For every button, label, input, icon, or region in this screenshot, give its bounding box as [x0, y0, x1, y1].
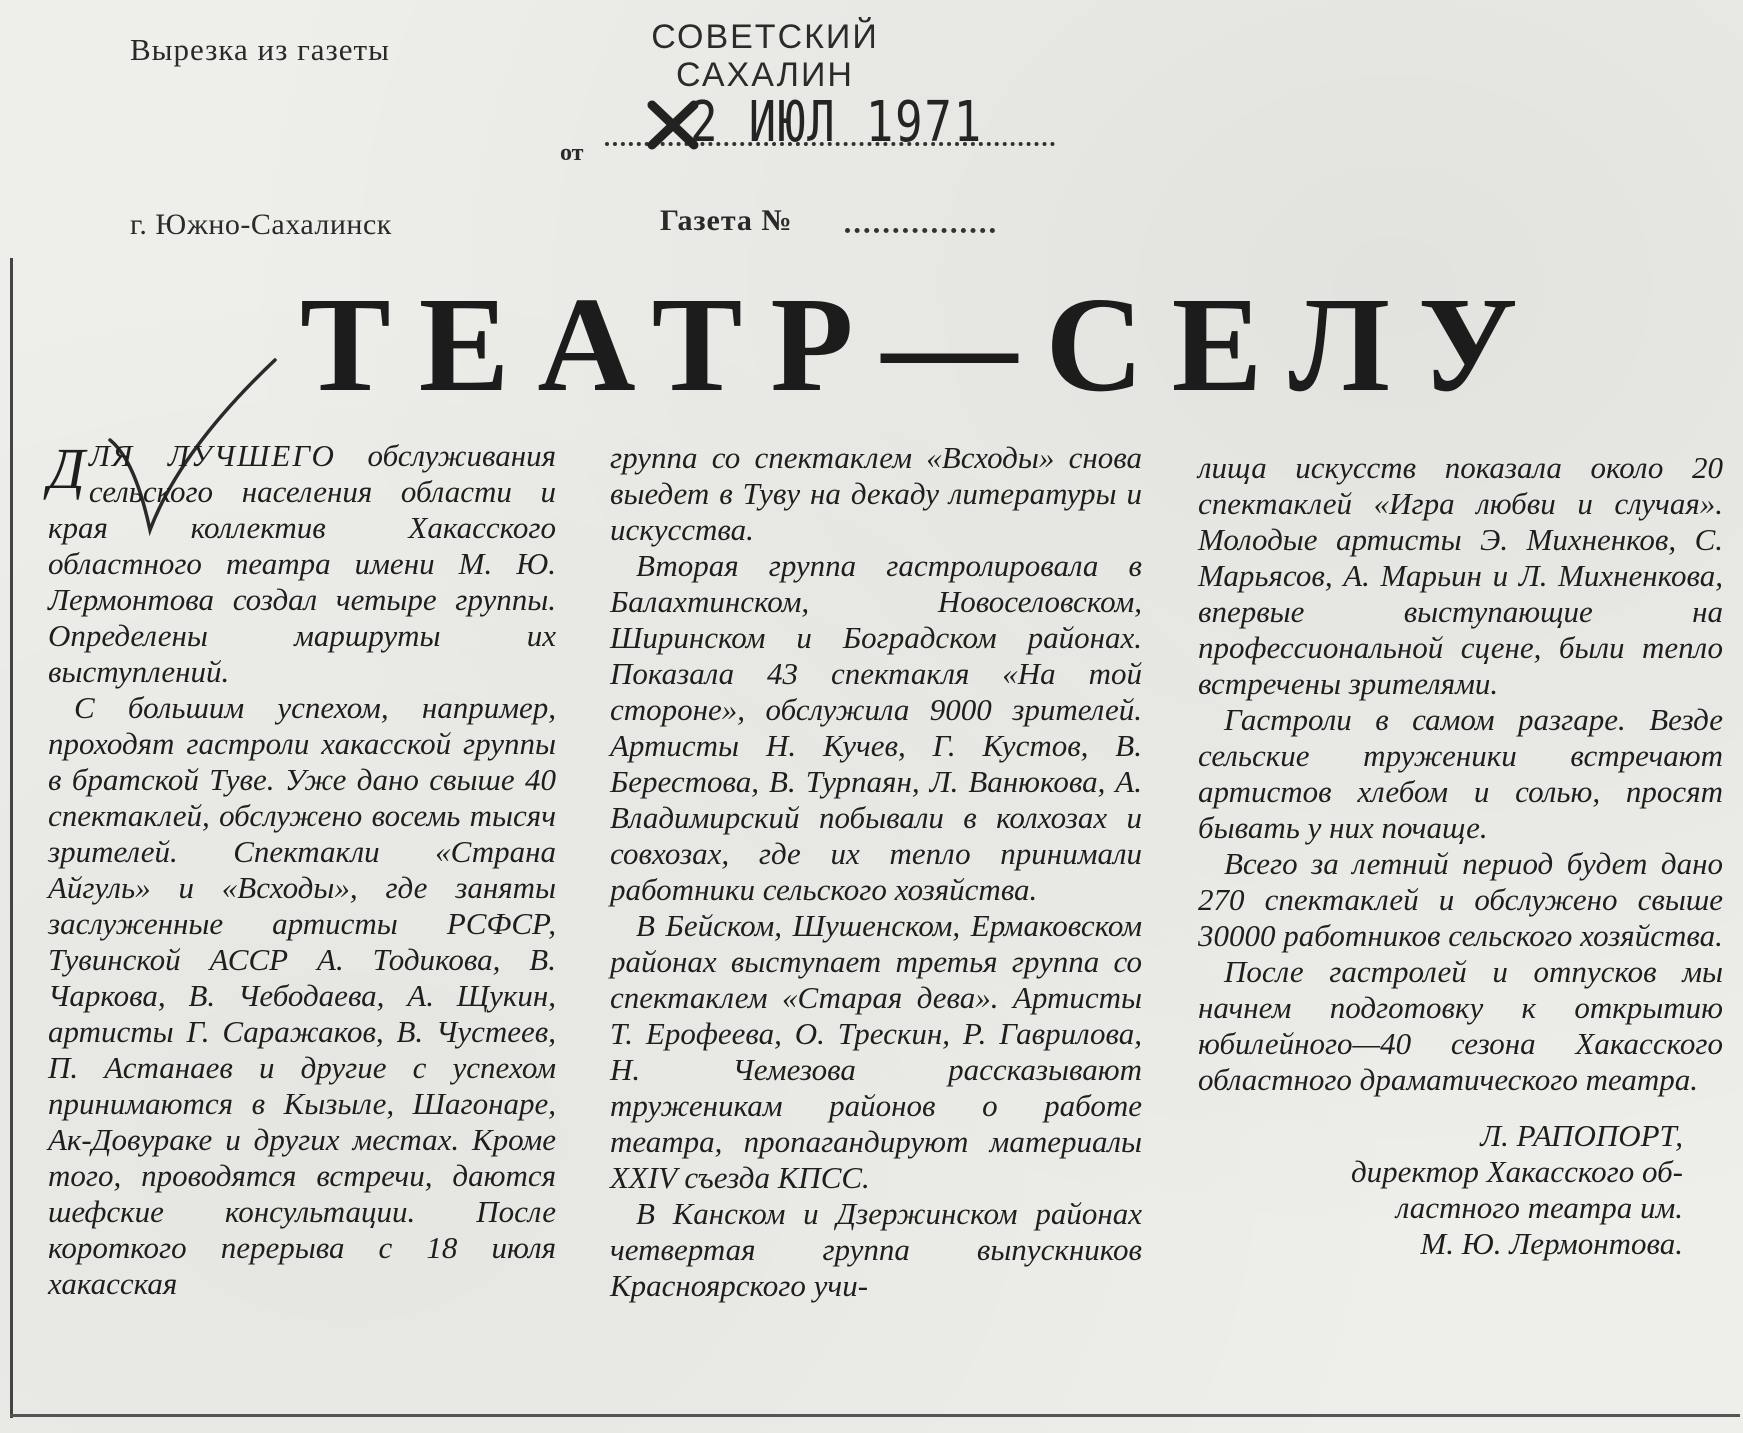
- author-title-line-3: М. Ю. Лермонтова.: [1420, 1226, 1683, 1261]
- newspaper-name-stamp: [620, 18, 910, 94]
- newspaper-name-line1: СОВЕТСКИЙ: [651, 18, 879, 56]
- author-title-line-2: ластного театра им.: [1395, 1190, 1683, 1225]
- paragraph: [48, 438, 556, 690]
- date-stamp: 2 ИЮЛ 1971: [690, 90, 983, 155]
- paragraph: группа со спектаклем «Всходы» снова выедет в Туву на декаду литературы и искусства.: [610, 440, 1142, 547]
- date-prefix: от: [560, 140, 584, 166]
- article-column-2: [610, 440, 1142, 1304]
- paragraph: Всего за летний период будет дано 270 спектаклей и обслужено свыше 30000 работников сельского хозяйства.: [1198, 846, 1723, 953]
- clipping-label: Вырезка из газеты: [130, 32, 390, 67]
- author-title-line-1: директор Хакасского об-: [1350, 1154, 1683, 1189]
- newspaper-number-dotted-line: [845, 212, 995, 233]
- author-name: Л. РАПОПОРТ,: [1480, 1118, 1683, 1153]
- paragraph: После гастролей и отпусков мы начнем подготовку к открытию юбилейного—40 сезона Хакасского областного драматического театра.: [1198, 954, 1723, 1097]
- paragraph: лища искусств показала около 20 спектаклей «Игра любви и случая». Молодые артисты Э. Михненков, С. Марьясов, А. Марьин и Л. Михненкова, впервые выступающие на профессиональной сцене, были тепло встречены зрителями.: [1198, 450, 1723, 701]
- paragraph: В Канском и Дзержинском районах четвертая группа выпускников Красноярского учи-: [610, 1196, 1142, 1303]
- article-column-1: [48, 438, 556, 1302]
- article-column-3: [1198, 450, 1723, 1262]
- paragraph: Вторая группа гастролировала в Балахтинском, Новоселовском, Ширинском и Боградском районах. Показала 43 спектакля «На той стороне», обслужила 9000 зрителей. Артисты Н. Кучев, Г. Кустов, В. Берестова, В. Турпаян, Л. Ванюкова, А. Владимирский побывали в колхозах и совхозах, где их тепло принимали работники сельского хозяйства.: [610, 548, 1142, 907]
- left-border-rule: [10, 258, 13, 1418]
- newspaper-number-label: Газета №: [660, 204, 793, 237]
- paragraph: Гастроли в самом разгаре. Везде сельские труженики встречают артистов хлебом и солью, просят бывать у них почаще.: [1198, 702, 1723, 845]
- city-label: г. Южно-Сахалинск: [130, 208, 392, 241]
- author-signature: [1198, 1118, 1723, 1262]
- lead-caps: ЛЯ ЛУЧШЕГО: [88, 438, 336, 473]
- paragraph: В Бейском, Шушенском, Ермаковском районах выступает третья группа со спектаклем «Старая дева». Артисты Т. Ерофеева, О. Трескин, Р. Гаврилова, Н. Чемезова рассказывают труженикам районов о работе театра, пропагандируют материалы XXIV съезда КПСС.: [610, 908, 1142, 1195]
- bottom-border-rule: [10, 1414, 1740, 1417]
- paragraph-text: обслуживания сельского населения области и края коллектив Хакасского областного театра имени М. Ю. Лермонтова создал четыре группы. Определены маршруты их выступлений.: [48, 438, 556, 689]
- article-headline: ТЕАТР—СЕЛУ: [300, 270, 1546, 420]
- newspaper-name-line2: САХАЛИН: [676, 56, 854, 94]
- drop-cap: Д: [48, 436, 85, 501]
- paragraph: С большим успехом, например, проходят гастроли хакасской группы в братской Туве. Уже дано свыше 40 спектаклей, обслужено восемь тысяч зрителей. Спектакли «Страна Айгуль» и «Всходы», где заняты заслуженные артисты РСФСР, Тувинской АССР А. Тодикова, В. Чаркова, В. Чебодаева, А. Щукин, артисты Г. Саражаков, В. Чустеев, П. Астанаев и другие с успехом принимаются в Кызыле, Шагонаре, Ак-Довураке и других местах. Кроме того, проводятся встречи, даются шефские консультации. После короткого перерыва с 18 июля хакасская: [48, 690, 556, 1301]
